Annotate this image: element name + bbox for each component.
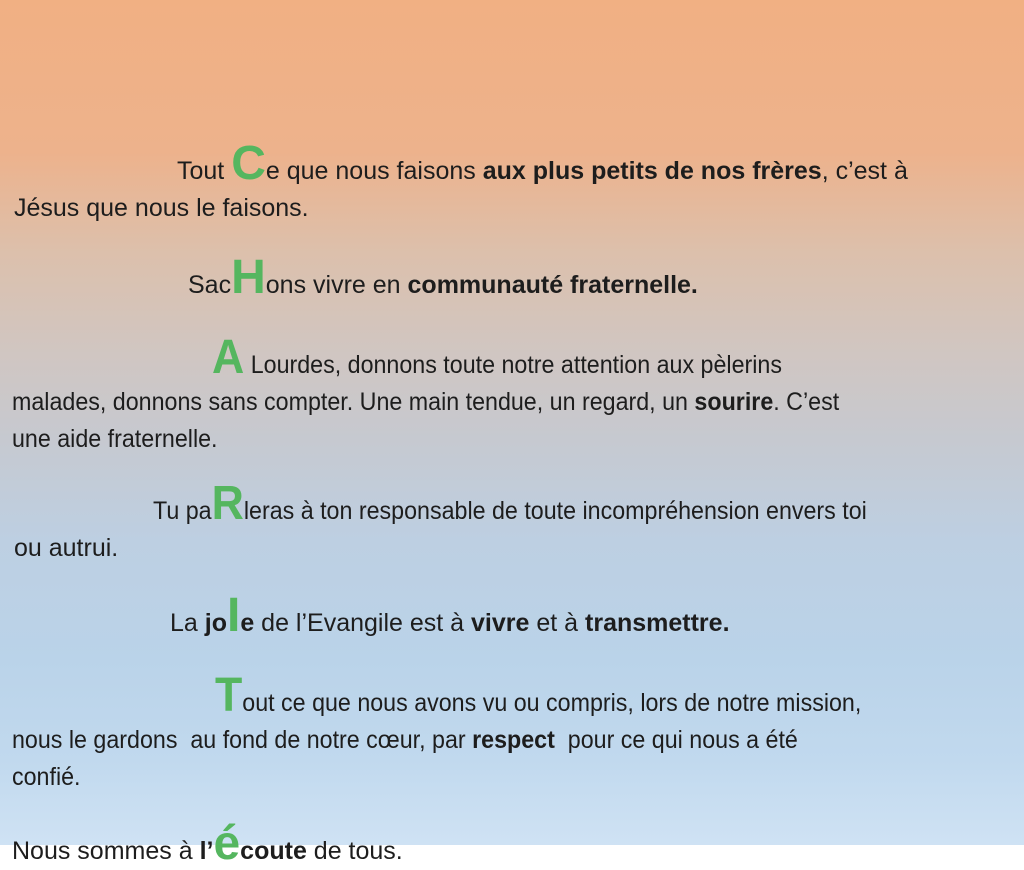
text-line [12, 190, 1018, 227]
text-segment: et à [529, 609, 586, 637]
text-line-content [215, 669, 862, 722]
text-segment: respect [472, 726, 555, 754]
text-segment: ons vivre en [265, 271, 408, 299]
text-line [12, 530, 1018, 567]
text-segment: de l’Evangile est à [254, 609, 472, 637]
acrostic-letter-i: I [226, 589, 241, 642]
text-line-content [14, 530, 118, 567]
acrostic-letter-r: R [211, 477, 244, 530]
text-segment: ou autrui. [14, 534, 119, 562]
text-line [12, 817, 1018, 870]
acrostic-letter-a: A [212, 331, 245, 384]
acrostic-letter-t: T [215, 669, 243, 722]
text-line [12, 589, 1018, 642]
text-segment: Tout [177, 157, 232, 185]
text-segment: Lourdes, donnons toute notre attention aux pèlerins [244, 351, 782, 379]
text-line-content [212, 331, 782, 384]
paragraph [12, 669, 1018, 796]
acrostic-letter-e-accent: é [213, 817, 241, 870]
text-line [12, 137, 1018, 190]
text-segment: l’ [199, 837, 214, 865]
text-segment: La [170, 609, 205, 637]
text-segment: Tu pa [153, 497, 212, 525]
paragraph [12, 251, 1018, 304]
text-line [12, 669, 1018, 722]
text-line-content [12, 421, 218, 458]
text-segment: nous le gardons au fond de notre cœur, par [12, 726, 473, 754]
text-segment: Nous sommes à [12, 837, 200, 865]
text-segment: vivre [471, 609, 530, 637]
text-segment: , c’est à [821, 157, 908, 185]
paragraph [12, 477, 1018, 567]
paragraph [12, 137, 1018, 227]
text-segment: jo [204, 609, 227, 637]
text-segment: malades, donnons sans compter. Une main tendue, un regard, un [12, 388, 695, 416]
paragraph [12, 817, 1018, 870]
text-segment: confié. [12, 763, 81, 791]
text-segment: aux plus petits de nos frères [482, 157, 822, 185]
text-line-content [14, 190, 309, 227]
text-line-content [177, 137, 908, 190]
text-line [12, 477, 1018, 530]
text-line-content [12, 722, 798, 759]
acrostic-letter-c: C [231, 137, 266, 190]
document-body [12, 137, 1018, 870]
text-line-content [153, 477, 867, 530]
text-line [12, 421, 1018, 458]
text-line [12, 331, 1018, 384]
text-line [12, 251, 1018, 304]
text-line-content [170, 589, 730, 642]
text-line-content [12, 817, 403, 870]
text-segment: Jésus que nous le faisons. [14, 194, 309, 222]
text-line [12, 722, 1018, 759]
text-segment: transmettre. [585, 609, 730, 637]
text-segment: e [240, 609, 255, 637]
text-segment: coute [240, 837, 307, 865]
text-segment: sourire [694, 388, 774, 416]
paragraph [12, 589, 1018, 642]
text-segment: Sac [188, 271, 232, 299]
text-line [12, 384, 1018, 421]
text-line-content [12, 384, 839, 421]
text-segment: communauté fraternelle. [407, 271, 698, 299]
text-line-content [188, 251, 698, 304]
text-segment: e que nous faisons [265, 157, 483, 185]
text-segment: pour ce qui nous a été [554, 726, 798, 754]
text-segment: . C’est [773, 388, 840, 416]
paragraph [12, 331, 1018, 458]
text-segment: leras à ton responsable de toute incompréhension envers toi [243, 497, 867, 525]
text-segment: de tous. [306, 837, 403, 865]
text-segment: out ce que nous avons vu ou compris, lors de notre mission, [242, 689, 862, 717]
text-segment: une aide fraternelle. [12, 425, 218, 453]
text-line [12, 759, 1018, 796]
acrostic-letter-h: H [231, 251, 266, 304]
text-line-content [12, 759, 81, 796]
